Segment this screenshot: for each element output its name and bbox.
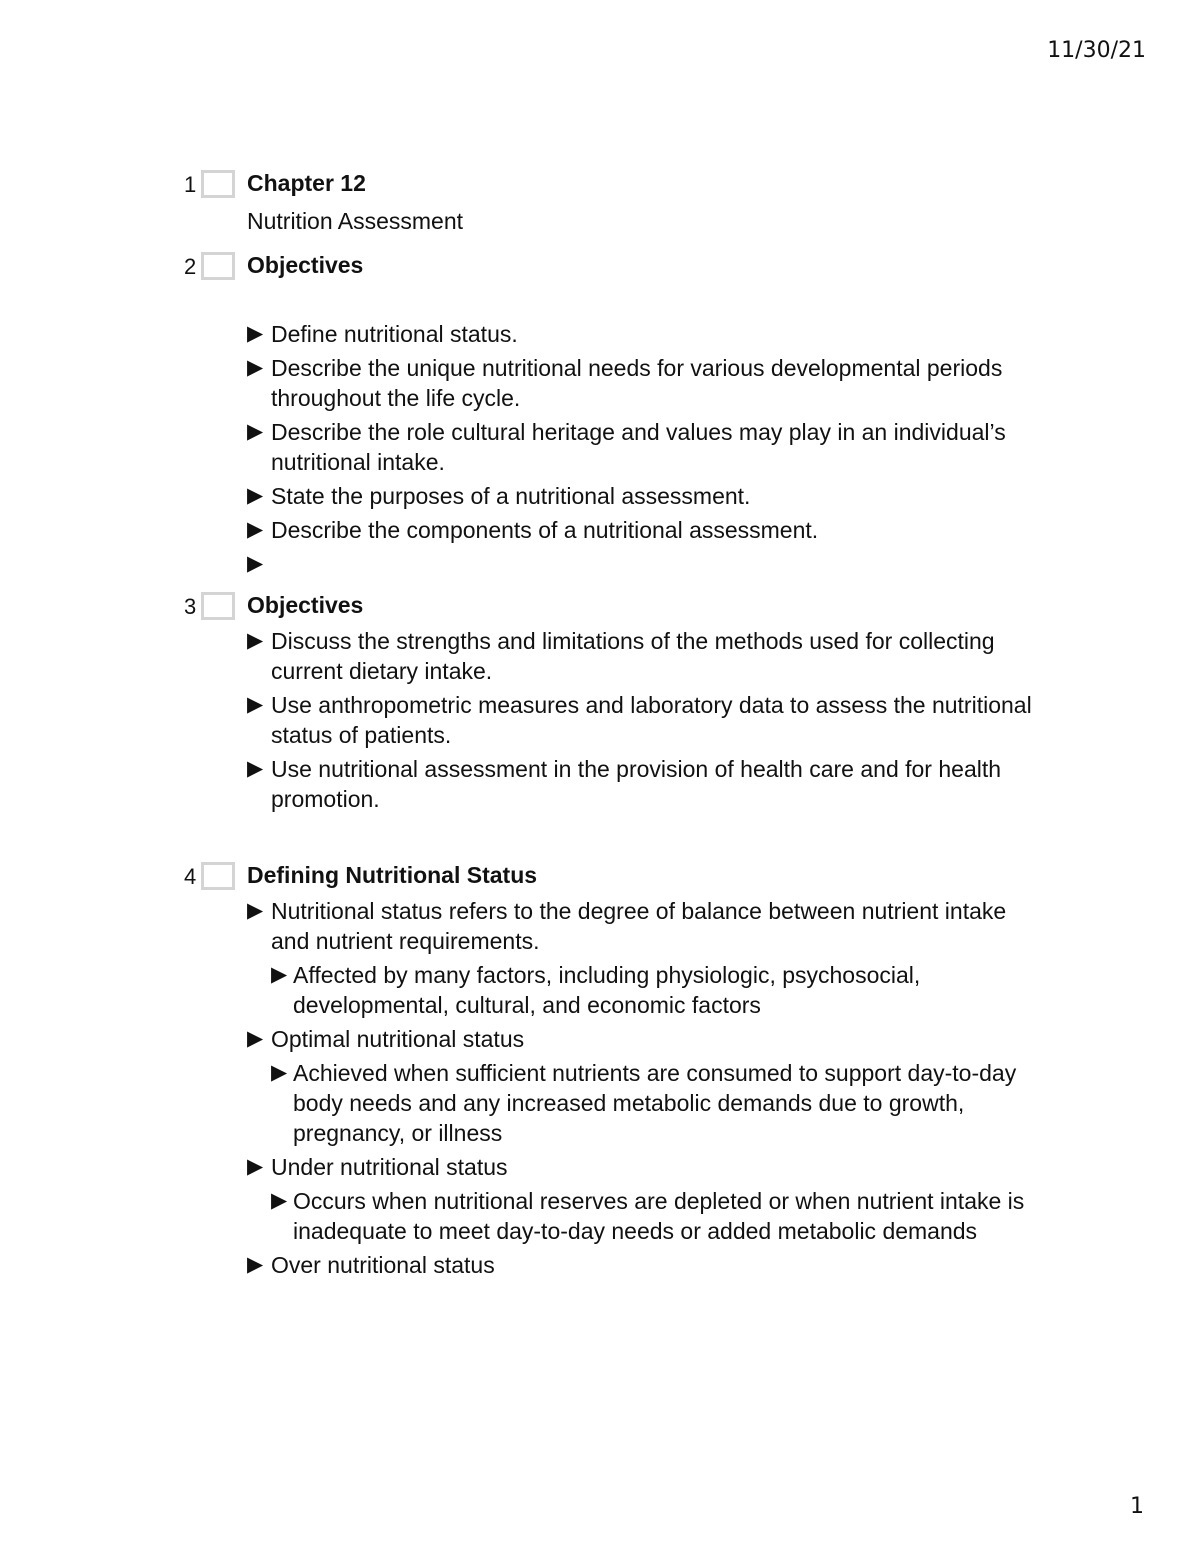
bullet-arrow-icon: ▶	[271, 963, 288, 986]
bullet-arrow-icon: ▶	[271, 1061, 288, 1084]
slide-subtitle: Nutrition Assessment	[247, 208, 464, 234]
slide-4-bullets	[247, 896, 1037, 1284]
bullet-arrow-icon: ▶	[247, 757, 264, 780]
print-date: 11/30/21	[1047, 38, 1146, 63]
slide-thumbnail[interactable]	[201, 862, 235, 890]
list-item: ▶ Affected by many factors, including physiologic, psychosocial, developmental, cultural, and economic factors	[271, 962, 921, 1018]
list-item: ▶ Describe the unique nutritional needs for various developmental periods throughout the life cycle.	[247, 355, 1003, 411]
list-item: ▶ Use nutritional assessment in the provision of health care and for health promotion.	[247, 756, 1002, 812]
slide-thumbnail[interactable]	[201, 252, 235, 280]
list-item: ▶ Optimal nutritional status	[247, 1026, 525, 1052]
list-item: ▶ Occurs when nutritional reserves are depleted or when nutrient intake is inadequate to meet day-to-day needs or added metabolic demands	[271, 1188, 1025, 1244]
bullet-arrow-icon: ▶	[247, 693, 264, 716]
bullet-arrow-icon: ▶	[247, 322, 264, 345]
bullet-arrow-icon: ▶	[247, 1027, 264, 1050]
bullet-arrow-icon: ▶	[247, 420, 264, 443]
slide-title: Defining Nutritional Status	[247, 862, 538, 888]
slide-thumbnail[interactable]	[201, 592, 235, 620]
slide-title: Objectives	[247, 592, 364, 618]
slide-number: 4	[184, 864, 197, 889]
bullet-arrow-icon: ▶	[247, 518, 264, 541]
list-item: ▶ Define nutritional status.	[247, 321, 518, 347]
list-item: ▶ Over nutritional status	[247, 1252, 495, 1278]
list-item: ▶ Use anthropometric measures and laboratory data to assess the nutritional status of patients.	[247, 692, 1032, 748]
bullet-arrow-icon: ▶	[247, 484, 264, 507]
bullet-arrow-icon: ▶	[247, 1253, 264, 1276]
slide-number: 3	[184, 594, 197, 619]
bullet-arrow-icon: ▶	[271, 1189, 288, 1212]
list-item: ▶ Nutritional status refers to the degree of balance between nutrient intake and nutrient requirements.	[247, 898, 1007, 954]
bullet-arrow-icon: ▶	[247, 899, 264, 922]
slide-thumbnail[interactable]	[201, 170, 235, 198]
bullet-arrow-icon: ▶	[247, 1155, 264, 1178]
slide-title: Objectives	[247, 252, 364, 278]
list-item: ▶ Describe the components of a nutritional assessment.	[247, 517, 819, 543]
slide-3-bullets	[247, 626, 1037, 818]
list-item	[247, 549, 1027, 579]
list-item: ▶ Discuss the strengths and limitations of the methods used for collecting current dietary intake.	[247, 628, 995, 684]
slide-2-bullets	[247, 319, 1027, 583]
slide-number: 1	[184, 172, 197, 197]
list-item: ▶ Under nutritional status	[247, 1154, 508, 1180]
bullet-arrow-icon: ▶	[247, 356, 264, 379]
slide-number: 2	[184, 254, 197, 279]
list-item: ▶ State the purposes of a nutritional assessment.	[247, 483, 751, 509]
bullet-arrow-icon: ▶	[247, 552, 264, 575]
bullet-arrow-icon: ▶	[247, 629, 264, 652]
page-number: 1	[1130, 1494, 1144, 1519]
list-item: ▶ Achieved when sufficient nutrients are consumed to support day-to-day body needs and any increased metabolic demands due to growth, pregnancy, or illness	[271, 1060, 1017, 1146]
slide-title: Chapter 12	[247, 170, 366, 196]
list-item: ▶ Describe the role cultural heritage and values may play in an individual’s nutritional intake.	[247, 419, 1006, 475]
